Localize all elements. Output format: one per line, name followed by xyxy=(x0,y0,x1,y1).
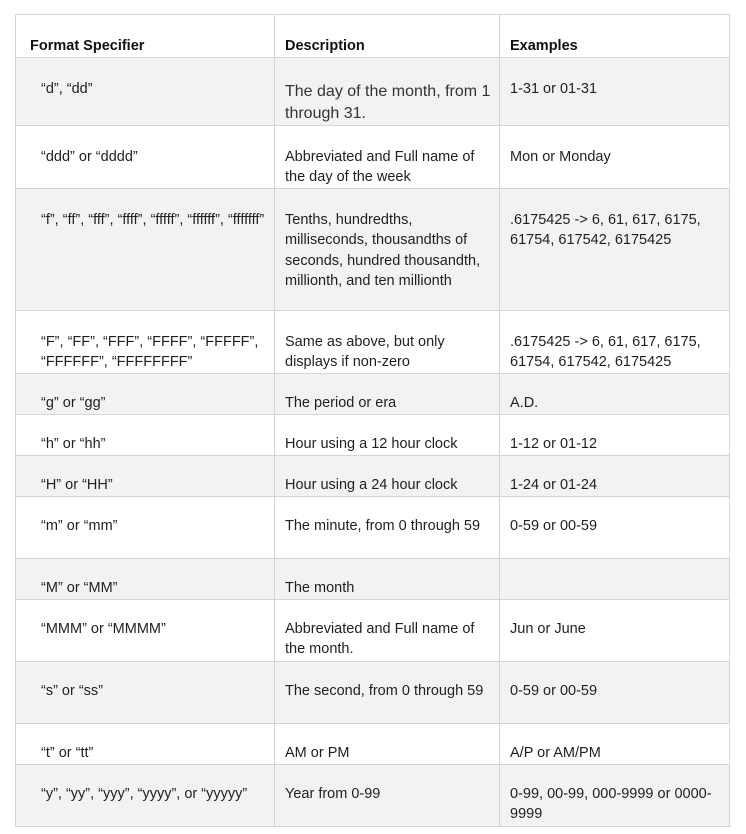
format-specifier-table-container xyxy=(15,14,729,827)
cell-format-specifier: “M” or “MM” xyxy=(16,558,275,599)
cell-examples: 0-59 or 00-59 xyxy=(500,661,730,723)
cell-description: The month xyxy=(275,558,500,599)
header-description: Description xyxy=(275,15,500,58)
format-specifier-table xyxy=(15,14,730,827)
cell-examples: 0-59 or 00-59 xyxy=(500,496,730,558)
cell-description: The second, from 0 through 59 xyxy=(275,661,500,723)
cell-format-specifier: “t” or “tt” xyxy=(16,723,275,764)
cell-description: Abbreviated and Full name of the day of the week xyxy=(275,125,500,188)
cell-description: Abbreviated and Full name of the month. xyxy=(275,599,500,661)
cell-description: The minute, from 0 through 59 xyxy=(275,496,500,558)
cell-format-specifier: “m” or “mm” xyxy=(16,496,275,558)
cell-format-specifier: “h” or “hh” xyxy=(16,414,275,455)
cell-description: Same as above, but only displays if non-zero xyxy=(275,310,500,373)
table-row xyxy=(16,57,730,125)
cell-description: AM or PM xyxy=(275,723,500,764)
cell-description: Tenths, hundredths, milliseconds, thousandths of seconds, hundred thousandth, millionth, and ten millionth xyxy=(275,188,500,310)
cell-examples: A/P or AM/PM xyxy=(500,723,730,764)
table-row xyxy=(16,558,730,599)
cell-format-specifier: “ddd” or “dddd” xyxy=(16,125,275,188)
cell-examples: .6175425 -> 6, 61, 617, 6175, 61754, 617542, 6175425 xyxy=(500,188,730,310)
table-row xyxy=(16,764,730,826)
table-row xyxy=(16,661,730,723)
table-row xyxy=(16,414,730,455)
table-row xyxy=(16,599,730,661)
cell-examples xyxy=(500,558,730,599)
cell-format-specifier: “s” or “ss” xyxy=(16,661,275,723)
cell-format-specifier: “f”, “ff”, “fff”, “ffff”, “fffff”, “ffffff”, “fffffff” xyxy=(16,188,275,310)
cell-description: Hour using a 12 hour clock xyxy=(275,414,500,455)
cell-examples: Jun or June xyxy=(500,599,730,661)
cell-examples: 1-24 or 01-24 xyxy=(500,455,730,496)
cell-format-specifier: “y”, “yy”, “yyy”, “yyyy”, or “yyyyy” xyxy=(16,764,275,826)
cell-format-specifier: “F”, “FF”, “FFF”, “FFFF”, “FFFFF”, “FFFFFF”, “FFFFFFFF” xyxy=(16,310,275,373)
cell-format-specifier: “H” or “HH” xyxy=(16,455,275,496)
table-row xyxy=(16,310,730,373)
table-row xyxy=(16,373,730,414)
cell-examples: 1-12 or 01-12 xyxy=(500,414,730,455)
table-row xyxy=(16,723,730,764)
cell-examples: 1-31 or 01-31 xyxy=(500,57,730,125)
header-row xyxy=(16,15,730,58)
table-row xyxy=(16,496,730,558)
cell-description: Year from 0-99 xyxy=(275,764,500,826)
cell-examples: A.D. xyxy=(500,373,730,414)
header-examples: Examples xyxy=(500,15,730,58)
table-row xyxy=(16,125,730,188)
table-row xyxy=(16,455,730,496)
cell-description: The period or era xyxy=(275,373,500,414)
header-format-specifier: Format Specifier xyxy=(16,15,275,58)
cell-examples: Mon or Monday xyxy=(500,125,730,188)
cell-examples: 0-99, 00-99, 000-9999 or 0000-9999 xyxy=(500,764,730,826)
table-row xyxy=(16,188,730,310)
cell-format-specifier: “g” or “gg” xyxy=(16,373,275,414)
cell-description: Hour using a 24 hour clock xyxy=(275,455,500,496)
cell-examples: .6175425 -> 6, 61, 617, 6175, 61754, 617542, 6175425 xyxy=(500,310,730,373)
cell-description: The day of the month, from 1 through 31. xyxy=(275,57,500,125)
cell-format-specifier: “d”, “dd” xyxy=(16,57,275,125)
cell-format-specifier: “MMM” or “MMMM” xyxy=(16,599,275,661)
